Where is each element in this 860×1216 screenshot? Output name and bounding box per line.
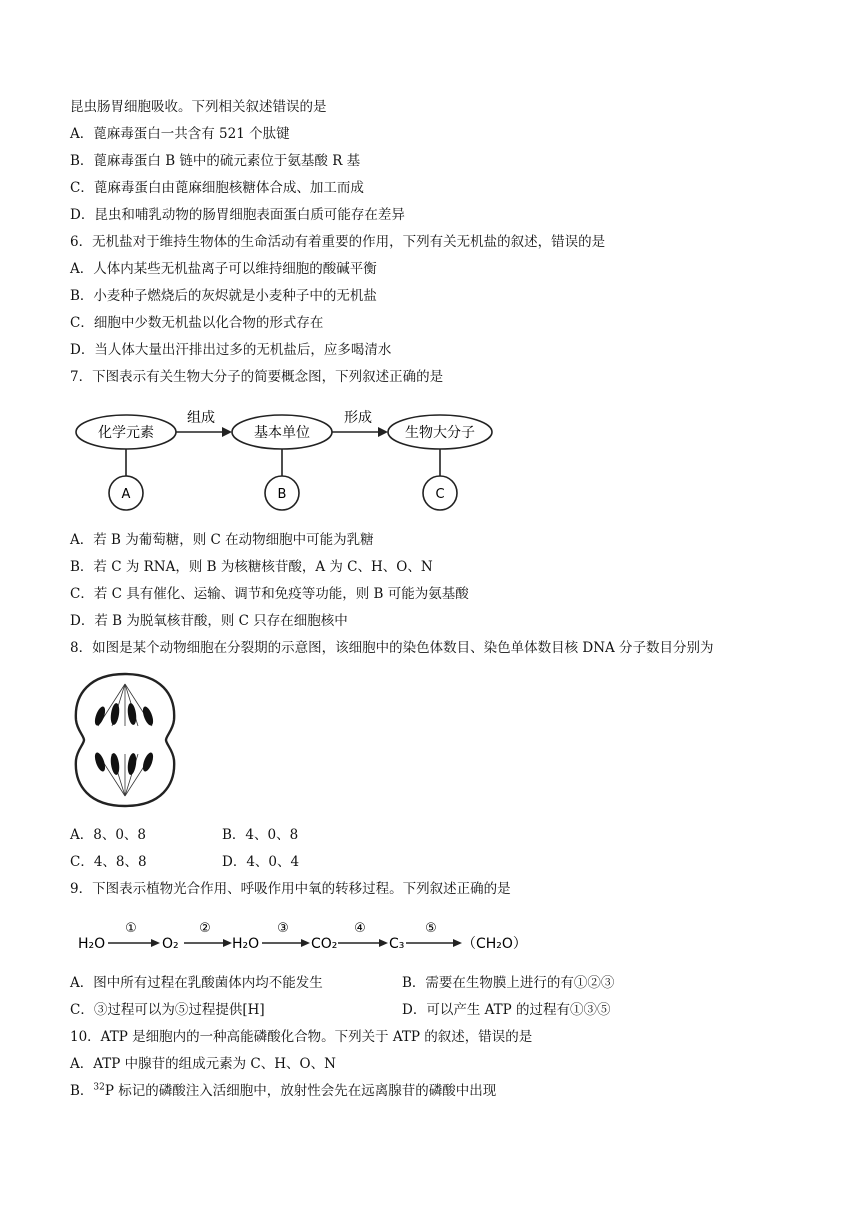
- step-4-label: ④: [354, 921, 366, 936]
- q8-option-c: C．4、8、8: [70, 854, 147, 870]
- chain-o2: O₂: [162, 936, 179, 952]
- node3-label: 生物大分子: [405, 425, 475, 441]
- chromosome: [141, 751, 155, 773]
- q6-option-d: D．当人体大量出汗排出过多的无机盐后，应多喝清水: [70, 342, 392, 358]
- chain-co2: CO₂: [311, 936, 338, 952]
- q7-option-b: B．若 C 为 RNA，则 B 为核糖核苷酸，A 为 C、H、O、N: [70, 559, 433, 575]
- q10-option-b-text: P 标记的磷酸注入活细胞中，放射性会先在远离腺苷的磷酸中出现: [104, 1083, 497, 1099]
- q7-option-c: C．若 C 具有催化、运输、调节和免疫等功能，则 B 可能为氨基酸: [70, 586, 469, 602]
- arrow-head-2: [378, 427, 388, 437]
- q5-option-c: C．蓖麻毒蛋白由蓖麻细胞核糖体合成、加工而成: [70, 180, 364, 196]
- node1-label: 化学元素: [98, 425, 154, 441]
- q8-option-b: B．4、0、8: [222, 827, 299, 843]
- step-3-label: ③: [277, 921, 289, 936]
- q7-concept-diagram: [70, 400, 510, 520]
- q8-option-d: D．4、0、4: [222, 854, 300, 870]
- q9-option-a: A．图中所有过程在乳酸菌体内均不能发生: [70, 975, 323, 991]
- cell-division-figure: [70, 670, 180, 810]
- q9-option-d: D．可以产生 ATP 的过程有①③⑤: [402, 1002, 611, 1018]
- chromosome: [93, 705, 107, 727]
- q9-option-b: B．需要在生物膜上进行的有①②③: [402, 975, 615, 991]
- chromosome: [93, 751, 107, 773]
- q8-option-a: A．8、0、8: [70, 827, 147, 843]
- arrow1-label: 组成: [187, 410, 215, 426]
- q10-stem: 10．ATP 是细胞内的一种高能磷酸化合物。下列关于 ATP 的叙述，错误的是: [70, 1029, 533, 1045]
- q9-stem: 9．下图表示植物光合作用、呼吸作用中氧的转移过程。下列叙述正确的是: [70, 881, 511, 897]
- step-2-label: ②: [199, 921, 211, 936]
- oxygen-transfer-chain: [78, 912, 538, 962]
- circle-a-label: A: [121, 487, 131, 502]
- step-1-label: ①: [125, 921, 137, 936]
- step-5-label: ⑤: [425, 921, 437, 936]
- chromosome: [127, 703, 138, 726]
- q5-option-d: D．昆虫和哺乳动物的肠胃细胞表面蛋白质可能存在差异: [70, 207, 405, 223]
- q7-option-d: D．若 B 为脱氧核苷酸，则 C 只存在细胞核中: [70, 613, 348, 629]
- circle-c-label: C: [435, 487, 445, 502]
- isotope-superscript: 32: [93, 1082, 105, 1093]
- q6-stem: 6．无机盐对于维持生物体的生命活动有着重要的作用，下列有关无机盐的叙述，错误的是: [70, 234, 606, 250]
- q5-option-a: A．蓖麻毒蛋白一共含有 521 个肽键: [70, 126, 290, 142]
- chromosome: [127, 753, 138, 776]
- chain-c3: C₃: [389, 936, 405, 952]
- chain-h2o-1: H₂O: [78, 936, 106, 952]
- q8-stem: 8．如图是某个动物细胞在分裂期的示意图，该细胞中的染色体数目、染色单体数目核 DNA 分子数目分别为: [70, 640, 714, 656]
- chain-h2o-2: H₂O: [232, 936, 260, 952]
- node2-label: 基本单位: [254, 425, 310, 441]
- q5-stem-tail: 昆虫肠胃细胞吸收。下列相关叙述错误的是: [70, 99, 327, 115]
- q7-stem: 7．下图表示有关生物大分子的简要概念图，下列叙述正确的是: [70, 369, 444, 385]
- chain-ch2o: （CH₂O）: [462, 936, 527, 952]
- q10-option-a: A．ATP 中腺苷的组成元素为 C、H、O、N: [70, 1056, 336, 1072]
- circle-b-label: B: [277, 487, 287, 502]
- q9-option-c: C．③过程可以为⑤过程提供[H]: [70, 1002, 265, 1018]
- q6-option-c: C．细胞中少数无机盐以化合物的形式存在: [70, 315, 324, 331]
- q10-option-b-prefix: B．: [70, 1083, 94, 1099]
- q10-option-b: [70, 1082, 496, 1100]
- q6-option-b: B．小麦种子燃烧后的灰烬就是小麦种子中的无机盐: [70, 288, 377, 304]
- arrow-head-1: [222, 427, 232, 437]
- chromosome: [110, 753, 121, 776]
- arrow2-label: 形成: [344, 410, 372, 426]
- q5-option-b: B．蓖麻毒蛋白 B 链中的硫元素位于氨基酸 R 基: [70, 153, 361, 169]
- chromosome: [141, 705, 155, 727]
- q7-option-a: A．若 B 为葡萄糖，则 C 在动物细胞中可能为乳糖: [70, 532, 374, 548]
- q6-option-a: A．人体内某些无机盐离子可以维持细胞的酸碱平衡: [70, 261, 377, 277]
